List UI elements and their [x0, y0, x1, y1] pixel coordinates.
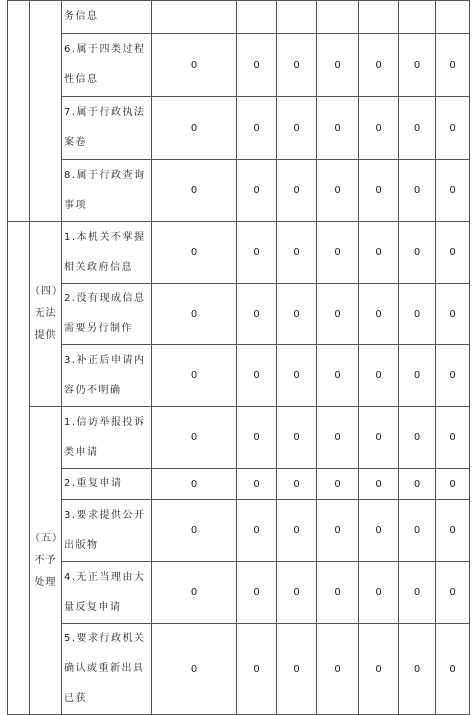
value-cell: 0 — [399, 407, 436, 469]
value-cell — [317, 1, 359, 34]
value-cell: 0 — [277, 624, 317, 715]
row-label: 务信息 — [62, 1, 152, 34]
value-cell: 0 — [359, 407, 399, 469]
table-row — [8, 34, 470, 97]
value-cell: 0 — [436, 407, 470, 469]
row-label: 2.重复申请 — [62, 469, 152, 500]
value-cell — [436, 1, 470, 34]
value-cell: 0 — [237, 469, 277, 500]
value-cell: 0 — [277, 160, 317, 222]
table-row — [8, 222, 470, 284]
value-cell: 0 — [399, 345, 436, 407]
table-row — [8, 345, 470, 407]
value-cell — [152, 1, 237, 34]
category-title: 处理 — [34, 576, 57, 588]
value-cell: 0 — [436, 624, 470, 715]
value-cell: 0 — [359, 284, 399, 345]
row-label: 3.补正后申请内容仍不明确 — [62, 345, 152, 407]
value-cell: 0 — [359, 34, 399, 97]
value-cell: 0 — [277, 34, 317, 97]
value-cell: 0 — [277, 284, 317, 345]
value-cell: 0 — [317, 284, 359, 345]
value-cell: 0 — [237, 160, 277, 222]
category-cell — [30, 1, 62, 222]
value-cell — [277, 1, 317, 34]
row-label: 1.本机关不掌握相关政府信息 — [62, 222, 152, 284]
value-cell: 0 — [436, 34, 470, 97]
value-cell: 0 — [152, 345, 237, 407]
value-cell: 0 — [399, 562, 436, 624]
value-cell: 0 — [277, 562, 317, 624]
value-cell: 0 — [152, 222, 237, 284]
value-cell: 0 — [399, 34, 436, 97]
value-cell: 0 — [317, 469, 359, 500]
value-cell: 0 — [237, 345, 277, 407]
value-cell: 0 — [359, 160, 399, 222]
category-title: 提供 — [34, 330, 57, 341]
value-cell: 0 — [399, 469, 436, 500]
value-cell: 0 — [436, 469, 470, 500]
value-cell: 0 — [399, 624, 436, 715]
value-cell: 0 — [237, 624, 277, 715]
row-label: 7.属于行政执法案卷 — [62, 97, 152, 160]
value-cell: 0 — [277, 407, 317, 469]
value-cell: 0 — [277, 345, 317, 407]
table-row — [8, 407, 470, 469]
value-cell: 0 — [436, 222, 470, 284]
table-row — [8, 624, 470, 715]
value-cell: 0 — [317, 407, 359, 469]
value-cell: 0 — [237, 34, 277, 97]
category-not-processed — [30, 407, 62, 715]
table-row — [8, 1, 470, 34]
table-row — [8, 500, 470, 562]
value-cell: 0 — [237, 284, 277, 345]
value-cell: 0 — [359, 624, 399, 715]
outer-category-cell — [8, 1, 30, 222]
table-row — [8, 469, 470, 500]
value-cell: 0 — [237, 97, 277, 160]
value-cell: 0 — [317, 222, 359, 284]
value-cell — [359, 1, 399, 34]
row-label: 6.属于四类过程性信息 — [62, 34, 152, 97]
value-cell: 0 — [317, 624, 359, 715]
value-cell: 0 — [152, 34, 237, 97]
value-cell: 0 — [359, 97, 399, 160]
row-label: 5.要求行政机关确认或重新出具已获 — [62, 624, 152, 715]
value-cell: 0 — [152, 160, 237, 222]
row-label: 4.无正当理由大量反复申请 — [62, 562, 152, 624]
value-cell: 0 — [359, 469, 399, 500]
value-cell: 0 — [152, 469, 237, 500]
value-cell: 0 — [359, 345, 399, 407]
table-row — [8, 97, 470, 160]
value-cell: 0 — [399, 222, 436, 284]
value-cell: 0 — [152, 500, 237, 562]
value-cell: 0 — [399, 160, 436, 222]
row-label: 8.属于行政查询事项 — [62, 160, 152, 222]
value-cell: 0 — [152, 562, 237, 624]
value-cell: 0 — [436, 345, 470, 407]
value-cell: 0 — [436, 284, 470, 345]
category-title: （四） — [30, 286, 63, 297]
value-cell — [399, 1, 436, 34]
value-cell: 0 — [237, 407, 277, 469]
table-row — [8, 562, 470, 624]
value-cell: 0 — [317, 500, 359, 562]
value-cell: 0 — [359, 500, 399, 562]
value-cell: 0 — [317, 160, 359, 222]
category-title: 无法 — [34, 308, 57, 319]
value-cell: 0 — [436, 97, 470, 160]
value-cell: 0 — [359, 222, 399, 284]
row-label: 2.没有现成信息需要另行制作 — [62, 284, 152, 345]
table-row — [8, 160, 470, 222]
category-title: 不予 — [34, 554, 57, 566]
row-label: 1.信访举报投诉类申请 — [62, 407, 152, 469]
outer-category-cell — [8, 222, 30, 715]
value-cell — [237, 1, 277, 34]
row-label: 3.要求提供公开出版物 — [62, 500, 152, 562]
table-row — [8, 284, 470, 345]
value-cell: 0 — [152, 97, 237, 160]
value-cell: 0 — [317, 34, 359, 97]
value-cell: 0 — [237, 562, 277, 624]
value-cell: 0 — [436, 160, 470, 222]
value-cell: 0 — [317, 97, 359, 160]
value-cell: 0 — [277, 500, 317, 562]
value-cell: 0 — [152, 284, 237, 345]
value-cell: 0 — [436, 500, 470, 562]
value-cell: 0 — [152, 624, 237, 715]
value-cell: 0 — [399, 500, 436, 562]
value-cell: 0 — [152, 407, 237, 469]
value-cell: 0 — [277, 97, 317, 160]
value-cell: 0 — [237, 222, 277, 284]
value-cell: 0 — [359, 562, 399, 624]
category-title: （五） — [30, 532, 63, 544]
disclosure-statistics-table — [7, 0, 470, 715]
value-cell: 0 — [317, 562, 359, 624]
value-cell: 0 — [277, 222, 317, 284]
category-cannot-provide — [30, 222, 62, 407]
value-cell: 0 — [399, 97, 436, 160]
value-cell: 0 — [399, 284, 436, 345]
value-cell: 0 — [436, 562, 470, 624]
value-cell: 0 — [317, 345, 359, 407]
value-cell: 0 — [277, 469, 317, 500]
value-cell: 0 — [237, 500, 277, 562]
